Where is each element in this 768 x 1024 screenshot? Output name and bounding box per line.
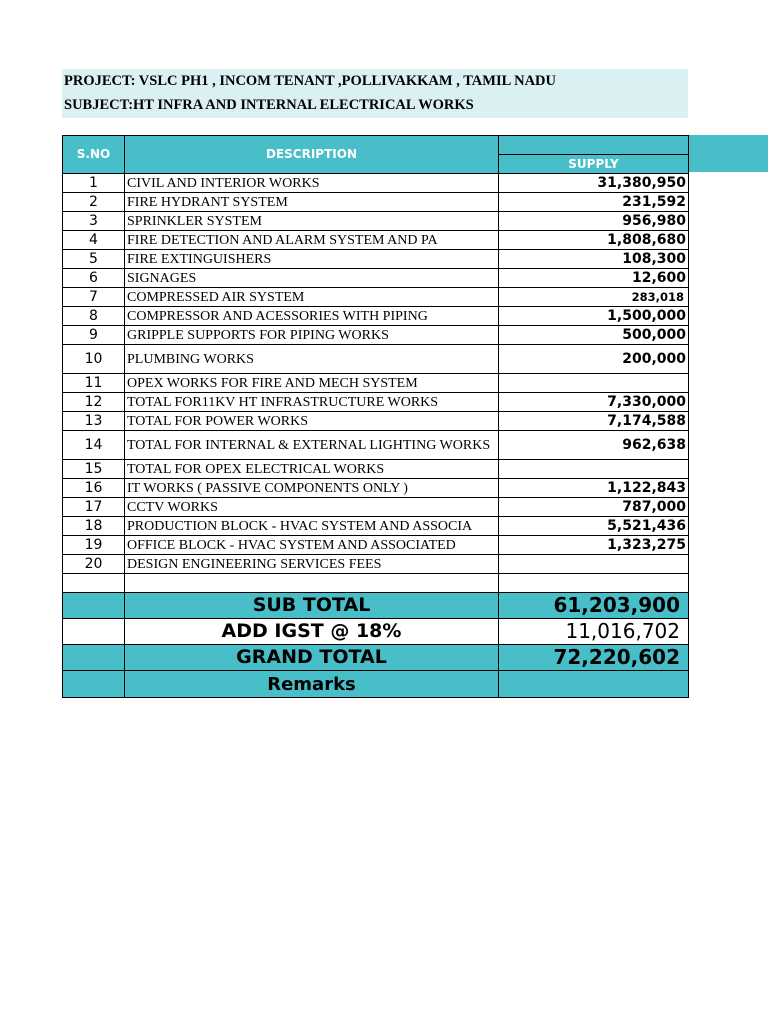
project-header — [62, 69, 688, 118]
row-sno[interactable]: 14 — [63, 431, 125, 460]
column-header-blank — [499, 136, 689, 155]
row-sno[interactable]: 1 — [63, 174, 125, 193]
row-amount[interactable]: 200,000 — [499, 345, 689, 374]
row-description[interactable]: GRIPPLE SUPPORTS FOR PIPING WORKS — [125, 326, 499, 345]
igst-value[interactable]: 11,016,702 — [499, 619, 689, 645]
row-sno[interactable]: 2 — [63, 193, 125, 212]
table-row — [63, 231, 689, 250]
row-amount[interactable]: 1,808,680 — [499, 231, 689, 250]
table-row-empty — [63, 574, 689, 593]
sub-total-label[interactable]: SUB TOTAL — [125, 593, 499, 619]
row-sno[interactable]: 9 — [63, 326, 125, 345]
table-row — [63, 212, 689, 231]
row-amount[interactable]: 1,323,275 — [499, 536, 689, 555]
project-subject: SUBJECT:HT INFRA AND INTERNAL ELECTRICAL WORKS — [64, 97, 474, 113]
empty-cell[interactable] — [499, 574, 689, 593]
table-row — [63, 288, 689, 307]
igst-blank-cell[interactable] — [63, 619, 125, 645]
grand-total-label[interactable]: GRAND TOTAL — [125, 645, 499, 671]
remarks-label[interactable]: Remarks — [125, 671, 499, 698]
column-header-description[interactable]: DESCRIPTION — [125, 136, 499, 174]
table-row — [63, 307, 689, 326]
table-row — [63, 250, 689, 269]
row-description[interactable]: FIRE HYDRANT SYSTEM — [125, 193, 499, 212]
row-amount[interactable]: 7,174,588 — [499, 412, 689, 431]
igst-row — [63, 619, 689, 645]
table-row — [63, 431, 689, 460]
row-amount[interactable]: 231,592 — [499, 193, 689, 212]
row-sno[interactable]: 10 — [63, 345, 125, 374]
column-header-sno[interactable]: S.NO — [63, 136, 125, 174]
row-sno[interactable]: 19 — [63, 536, 125, 555]
row-description[interactable]: TOTAL FOR POWER WORKS — [125, 412, 499, 431]
row-sno[interactable]: 18 — [63, 517, 125, 536]
grand-total-row — [63, 645, 689, 671]
sub-total-row — [63, 593, 689, 619]
row-amount[interactable] — [499, 555, 689, 574]
row-sno[interactable]: 16 — [63, 479, 125, 498]
table-row — [63, 412, 689, 431]
row-sno[interactable]: 12 — [63, 393, 125, 412]
row-description[interactable]: TOTAL FOR11KV HT INFRASTRUCTURE WORKS — [125, 393, 499, 412]
grand-total-blank-cell[interactable] — [63, 645, 125, 671]
row-description[interactable]: IT WORKS ( PASSIVE COMPONENTS ONLY ) — [125, 479, 499, 498]
row-amount[interactable]: 7,330,000 — [499, 393, 689, 412]
row-description[interactable]: PLUMBING WORKS — [125, 345, 499, 374]
row-sno[interactable]: 5 — [63, 250, 125, 269]
row-sno[interactable]: 7 — [63, 288, 125, 307]
row-amount[interactable]: 787,000 — [499, 498, 689, 517]
row-description[interactable]: FIRE DETECTION AND ALARM SYSTEM AND PA — [125, 231, 499, 250]
igst-label[interactable]: ADD IGST @ 18% — [125, 619, 499, 645]
row-amount[interactable]: 500,000 — [499, 326, 689, 345]
row-description[interactable]: PRODUCTION BLOCK - HVAC SYSTEM AND ASSOCIA — [125, 517, 499, 536]
row-amount[interactable]: 962,638 — [499, 431, 689, 460]
row-description[interactable]: COMPRESSOR AND ACESSORIES WITH PIPING — [125, 307, 499, 326]
empty-cell[interactable] — [63, 574, 125, 593]
table-row — [63, 498, 689, 517]
row-amount[interactable] — [499, 374, 689, 393]
row-sno[interactable]: 4 — [63, 231, 125, 250]
row-amount[interactable]: 956,980 — [499, 212, 689, 231]
row-sno[interactable]: 3 — [63, 212, 125, 231]
remarks-row — [63, 671, 689, 698]
sub-total-blank-cell[interactable] — [63, 593, 125, 619]
table-row — [63, 479, 689, 498]
row-description[interactable]: COMPRESSED AIR SYSTEM — [125, 288, 499, 307]
row-description[interactable]: CCTV WORKS — [125, 498, 499, 517]
table-row — [63, 517, 689, 536]
table-row — [63, 393, 689, 412]
row-amount[interactable]: 283,018 — [499, 288, 689, 307]
row-description[interactable]: OPEX WORKS FOR FIRE AND MECH SYSTEM — [125, 374, 499, 393]
table-header-row — [63, 136, 689, 155]
table-row — [63, 174, 689, 193]
row-amount[interactable]: 31,380,950 — [499, 174, 689, 193]
row-description[interactable]: SPRINKLER SYSTEM — [125, 212, 499, 231]
row-description[interactable]: DESIGN ENGINEERING SERVICES FEES — [125, 555, 499, 574]
row-sno[interactable]: 13 — [63, 412, 125, 431]
row-description[interactable]: TOTAL FOR INTERNAL & EXTERNAL LIGHTING WORKS — [125, 431, 499, 460]
row-description[interactable]: TOTAL FOR OPEX ELECTRICAL WORKS — [125, 460, 499, 479]
table-row — [63, 536, 689, 555]
row-description[interactable]: SIGNAGES — [125, 269, 499, 288]
row-amount[interactable]: 1,500,000 — [499, 307, 689, 326]
table-row — [63, 193, 689, 212]
table-row — [63, 345, 689, 374]
row-sno[interactable]: 6 — [63, 269, 125, 288]
row-amount[interactable]: 108,300 — [499, 250, 689, 269]
table-row — [63, 374, 689, 393]
remarks-value[interactable] — [499, 671, 689, 698]
row-sno[interactable]: 11 — [63, 374, 125, 393]
table-row — [63, 555, 689, 574]
project-title: PROJECT: VSLC PH1 , INCOM TENANT ,POLLIVAKKAM , TAMIL NADU — [64, 73, 556, 89]
sub-total-value[interactable]: 61,203,900 — [499, 593, 689, 619]
table-row — [63, 460, 689, 479]
row-sno[interactable]: 15 — [63, 460, 125, 479]
column-header-supply[interactable]: SUPPLY — [499, 155, 689, 174]
row-amount[interactable]: 12,600 — [499, 269, 689, 288]
row-amount[interactable]: 5,521,436 — [499, 517, 689, 536]
table-row — [63, 326, 689, 345]
boq-summary-table — [62, 135, 689, 698]
table-row — [63, 269, 689, 288]
row-amount[interactable] — [499, 460, 689, 479]
row-description[interactable]: FIRE EXTINGUISHERS — [125, 250, 499, 269]
empty-cell[interactable] — [125, 574, 499, 593]
grand-total-value[interactable]: 72,220,602 — [499, 645, 689, 671]
row-sno[interactable]: 17 — [63, 498, 125, 517]
row-amount[interactable]: 1,122,843 — [499, 479, 689, 498]
row-sno[interactable]: 8 — [63, 307, 125, 326]
row-sno[interactable]: 20 — [63, 555, 125, 574]
row-description[interactable]: CIVIL AND INTERIOR WORKS — [125, 174, 499, 193]
header-side-strip — [688, 135, 768, 172]
remarks-blank-cell[interactable] — [63, 671, 125, 698]
row-description[interactable]: OFFICE BLOCK - HVAC SYSTEM AND ASSOCIATED — [125, 536, 499, 555]
